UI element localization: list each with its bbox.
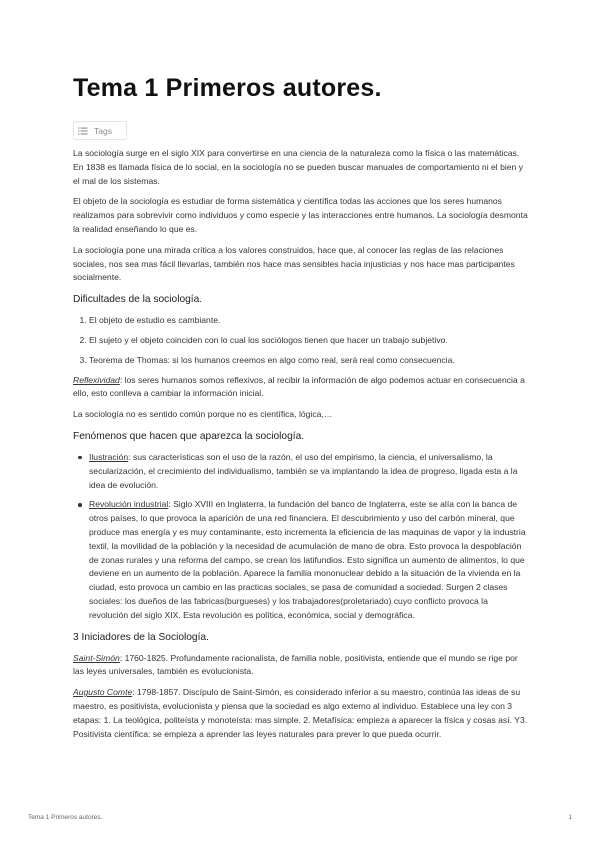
- page-title: Tema 1 Primeros autores.: [73, 74, 382, 102]
- list-item: Revolución industrial: Siglo XVIII en Inglaterra, la fundación del banco de Inglaterra, este se alía con la banca de otros países, lo que provoca la aparición de una red financiera. El descubrimiento y uso del carbón mineral, que produce mas energía y es muy contaminante, esto incrementa la eficiencia de las maquinas de vapor y la industria textil, la movilidad de la población y la necesidad de acumulación de mano de obra. Esto provoca la despoblación de zonas rurales y una reforma del campo, se crean los latifundios. Esto significa un aumento de alimentos, lo que deviene en un aumento de la población. Aparece la familia mononuclear debido a la situación de la vivienda en la ciudad, esto provoca un cambio en las practicas sociales, se pasa de comunidad a sociedad. Surgen 2 clases sociales: los dueños de las fabricas(burgueses) y los trabajadores(proletariado) cuyo conflicto provoca la revolución del siglo XIX. Esta revolución es política, económica, social y demográfica.: [89, 498, 528, 622]
- term-saint-simon: Saint-Simón: [73, 652, 120, 663]
- heading-phenomena: Fenómenos que hacen que aparezca la sociología.: [73, 430, 305, 442]
- paragraph-comte: Augusto Comte: 1798-1857. Discípulo de Saint-Simón, es considerado inferior a su maestro, continúa las ideas de su maestro, es positivista, evolucionista y piensa que la sociedad es algo externo al individuo. Establece una ley con 3 etapas: 1. La teológica, politeísta y monoteísta: mas simple. 2. Metafísica: empieza a aparecer la física y cosas así. Y3. Positivista científica: se empieza a aprender las leyes naturales para prever lo que pueda ocurrir.: [73, 687, 528, 739]
- term-ilustracion: Ilustración: [89, 451, 129, 462]
- term-reflexividad: Reflexividad: [73, 374, 120, 385]
- tags-property[interactable]: [73, 121, 127, 140]
- list-item: 1. El objeto de estudio es cambiante.: [89, 314, 528, 328]
- paragraph-object: El objeto de la sociología es estudiar de forma sistemática y científica todas las acciones que los seres humanos realizamos para sobrevivir como individuos y como especie y las interacciones entre humanos. La sociología desmonta la realidad enseñando lo que es.: [73, 196, 528, 234]
- page-footer: [28, 814, 572, 821]
- paragraph-saint-simon: Saint-Simón: 1760-1825. Profundamente racionalista, de familia noble, positivista, entiende que el mundo se rige por las leyes universales, también es evolucionista.: [73, 652, 518, 677]
- heading-initiators: 3 Iniciadores de la Sociología.: [73, 631, 209, 643]
- paragraph-critical: La sociología pone una mirada crítica a los valores construidos, hace que, al conocer las reglas de las relaciones sociales, nos sea mas fácil llevarlas, también nos hace mas sensibles hacia injusticias y nos hace mas participantes socialmente.: [73, 244, 515, 283]
- term-revolucion-industrial: Revolución industrial: [89, 499, 169, 510]
- document-body: [73, 147, 528, 748]
- phenomena-list: [73, 451, 528, 623]
- difficulties-list: [73, 314, 528, 367]
- list-item: 2. El sujeto y el objeto coinciden con lo cual los sociólogos tienen que hacer un trabajo subjetivo.: [89, 334, 528, 348]
- tags-label: Tags: [94, 125, 112, 136]
- list-icon: [78, 127, 88, 135]
- list-item: Ilustración: sus características son el uso de la razón, el uso del empirismo, la ciencia, el universalismo, la secularización, el crecimiento del individualismo, también se va implantando la idea de progreso, ligada esta a la idea de evolución.: [89, 451, 528, 492]
- heading-difficulties: Dificultades de la sociología.: [73, 294, 203, 306]
- paragraph-reflexividad: Reflexividad: los seres humanos somos reflexivos, al recibir la información de algo podemos actuar en consecuencia a ello, esto conlleva a cambiar la información inicial.: [73, 374, 525, 399]
- term-comte: Augusto Comte: [73, 687, 133, 698]
- page-number: 1: [568, 814, 572, 821]
- paragraph-not-common-sense: La sociología no es sentido común porque no es científica, lógica,…: [73, 409, 333, 420]
- paragraph-intro: La sociología surge en el siglo XIX para convertirse en una ciencia de la naturaleza como la física o las matemáticas. En 1838 es llamada física de lo social, en la sociología no se pueden buscar manuales de comportamiento ni el bien y el mal de los sistemas.: [73, 148, 524, 186]
- list-item: 3. Teorema de Thomas: si los humanos creemos en algo como real, será real como consecuencia.: [89, 354, 528, 368]
- footer-title: Tema 1 Primeros autores.: [28, 814, 103, 821]
